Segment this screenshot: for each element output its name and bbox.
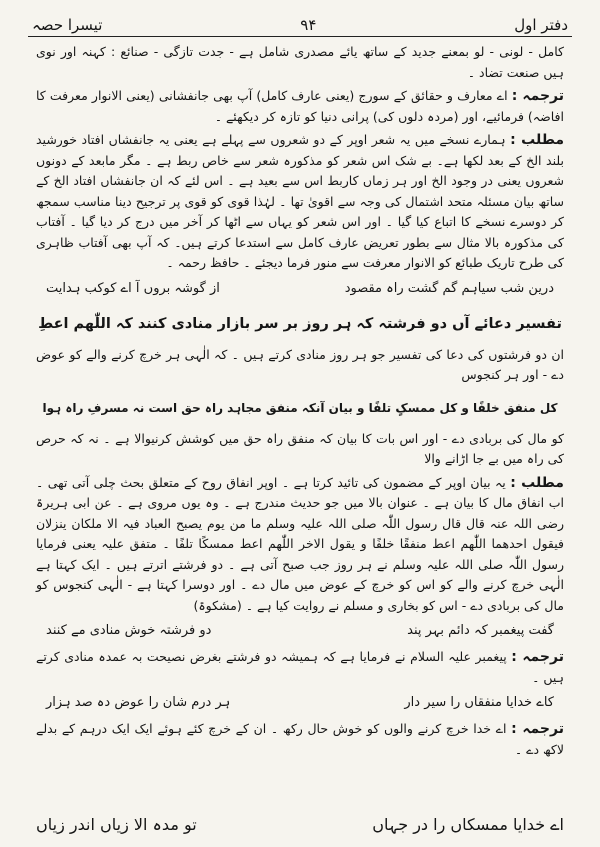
paragraph-translation: [36, 719, 564, 760]
paragraph-heading-translation-2: [36, 429, 564, 470]
paragraph-text: پیغمبر علیہ السلام نے فرمایا ہے کہ ہمیشہ دو فرشتے بغرض نصیحت بہ عمدہ منادی کرتے ہیں ۔: [36, 649, 564, 685]
paragraph-label: مطلب :: [510, 132, 564, 148]
paragraph-text: ہمارے نسخے میں یہ شعر اوپر کے دو شعروں سے پہلے ہے یعنی یہ جانفشاں افتاد خورشید بلند الخ کے بعد لکھا ہے۔ بے شک اس شعر کو مذکورہ شعر سے خاص ربط ہے ۔ مگر مابعد کے دونوں شعروں یعنی در وجود الخ اور ہر زماں کاربط اس سے بعید ہے ۔ اس لئے کہ ان جانفشاں افتاد الخ کے ساتھ بیان مسئلہ متحد اشتمال کی وجہ سے اقویٰ تھا ۔ لہٰذا قوی کو قوی پر ترجیح دینا مناسب سمجھ کر دوسرے نسخے کا اتباع کیا گیا ۔ اور اس شعر کو یہاں سے اٹھا کر آخر میں درج کر دیا گیا ۔ آفتاب کی مذکورہ بالا مثال سے بطور تعریض عارف کامل سے استدعا کرتے ہیں۔ کہ آپ بھی آفتاب ظاہری کی طرح تاریک طبائع کو الانوار معرفت سے منور فرما دیجئے ۔ حافظ رحمہ ۔: [36, 132, 564, 270]
couplet-first-half: درین شب سیاہم گم گشت راہ مقصود: [344, 280, 554, 296]
paragraph-text: یہ بیان اوپر کے مضمون کی تائید کرتا ہے ۔ اوپر انفاق روح کے متعلق بحث چلی آتی تھی ۔ اب انفاق مال کا بیان ہے ۔ عنوان بالا میں جو حدیث مندرج ہے ۔ وہ یوں مروی ہے ۔ عن ابی ہریرۃ رضی اللہ عنہ قال قال رسول اللّٰہ صلی اللہ علیہ وسلم ما من یوم یصبح العباد فیہ الا ملکان ینزلان فیقول احدھما اللّٰھم اعط منفقًا خلفًا و یقول الاخر اللّٰھم اعط ممسکًا تلفًا ۔ متفق علیہ یعنی فرمایا رسول اللّٰہ صلی اللہ علیہ وسلم نے ہر روز جب صبح آتی ہے ۔ دو فرشتے اترتے ہیں ۔ ایک کہتا ہے الٰہی خرچ کرنے والے کو اس کو خرچ کے عوض میں مال دے ۔ اور دوسرا کہتا ہے - الٰہی کنجوس کو مال کی بربادی دے - اس کو بخاری و مسلم نے روایت کیا ہے ۔ (مشکوۃ): [36, 474, 564, 613]
persian-couplet-footer: [36, 811, 564, 839]
paragraph-label: ترجمہ :: [511, 649, 564, 665]
paragraph-text: ان دو فرشتوں کی دعا کی تفسیر جو ہر روز منادی کرتے ہیں ۔ کہ الٰہی ہر خرچ کرنے والے کو عوض دے - اور ہر کنجوس: [36, 346, 564, 382]
paragraph-glossary: [36, 42, 564, 83]
paragraph-translation: [36, 86, 564, 127]
couplet-first-half: گفت پیغمبر کہ دائم بہر پند: [407, 623, 554, 638]
paragraph-text: اے خدا خرچ کرنے والوں کو خوش حال رکھ ۔ ان کے خرچ کئے ہوئے ایک ایک درہم کے بدلے لاکھ دے ۔: [36, 721, 564, 757]
paragraph-heading-translation-1: [36, 345, 564, 386]
section-heading-line-1: تفسیر دعائے آں دو فرشتہ کہ ہر روز بر سر بازار منادی کنند کہ اللّٰھم اعطِ: [38, 315, 562, 332]
running-title-section: تیسرا حصہ: [32, 16, 103, 34]
persian-couplet: [46, 619, 554, 643]
page-number: ۹۴: [300, 16, 317, 34]
paragraph-hadith: [36, 473, 564, 617]
section-heading-line-2: کل منفق خلفًا و کل ممسکٍ تلفًا و بیان آنکہ منفق مجاہد راہ حق است نہ مسرفِ راہ ہوا: [42, 400, 558, 415]
couplet-second-half: تو مدہ الا زیاں اندر زیاں: [36, 815, 197, 834]
running-title-volume: دفتر اول: [514, 16, 568, 34]
couplet-second-half: از گوشہ بروں آ اے کوکب ہدایت: [46, 280, 220, 296]
paragraph-label: ترجمہ :: [511, 88, 565, 104]
paragraph-text: کامل - لونی - لو بمعنے جدید کے ساتھ یائے مصدری شامل ہے - جدت تازگی - صنائع : کہنہ اور نوی ہیں صنعت تضاد ۔: [36, 44, 564, 80]
paragraph-text: کو مال کی بربادی دے - اور اس بات کا بیان کہ منفق راہ حق میں کوشش کرنیوالا ہے ۔ نہ کہ حرص کی راہ میں بے جا اڑانے والا: [36, 430, 564, 466]
paragraph-translation: [36, 647, 564, 688]
couplet-first-half: اے خدایا ممسکاں را در جہاں: [372, 815, 564, 834]
paragraph-meaning: [36, 130, 564, 274]
persian-couplet: [46, 691, 554, 715]
page-body: [36, 42, 564, 829]
persian-couplet: [46, 277, 554, 301]
page-header: [32, 8, 568, 34]
header-divider: [28, 36, 572, 37]
paragraph-label: مطلب :: [510, 474, 564, 491]
couplet-second-half: ہر درم شان را عوض دہ صد ہزار: [46, 695, 231, 710]
couplet-second-half: دو فرشتہ خوش منادی مے کنند: [46, 623, 212, 638]
paragraph-text: اے معارف و حقائق کے سورج (یعنی عارف کامل) آپ بھی جانفشانی (یعنی الانوار معرفت کا افاضہ) فرمائیے، اور (مردہ دلوں کی) پرانی دنیا کو تازہ کر دیکھئے ۔: [36, 88, 564, 124]
paragraph-label: ترجمہ :: [511, 721, 564, 737]
couplet-first-half: کاے خدایا منفقاں را سیر دار: [404, 695, 554, 710]
